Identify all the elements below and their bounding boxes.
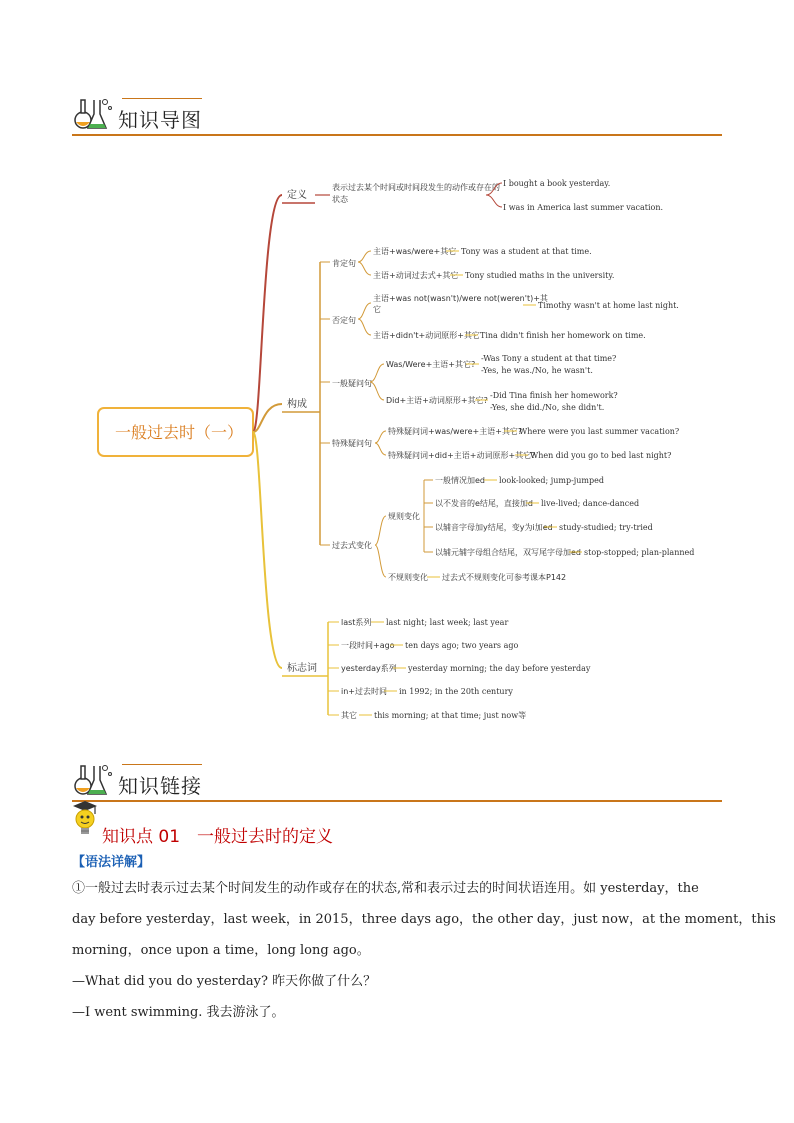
def-desc-2: 状态 <box>332 195 348 204</box>
svg-text:Where were you last summer vac: Where were you last summer vacation? <box>519 427 680 436</box>
knowledge-point-title: 知识点 01 一般过去时的定义 <box>102 827 334 847</box>
wh-question-label: 特殊疑问句 <box>332 439 372 448</box>
svg-text:一般情况加ed: 一般情况加ed <box>435 476 485 485</box>
svg-text:study-studied; try-tried: study-studied; try-tried <box>559 523 653 532</box>
svg-text:in 1992; in the 20th century: in 1992; in the 20th century <box>399 687 513 696</box>
branch-signal-words: 标志词 <box>287 663 317 674</box>
svg-text:以辅音字母加y结尾，变y为i加ed: 以辅音字母加y结尾，变y为i加ed <box>435 523 553 532</box>
mindmap-root-label: 一般过去时（一） <box>115 423 244 442</box>
svg-text:其它: 其它 <box>341 711 357 720</box>
svg-text:特殊疑问词+was/were+主语+其它?: 特殊疑问词+was/were+主语+其它? <box>388 427 523 436</box>
header-top-line <box>122 98 202 99</box>
section-title: 知识导图 <box>118 108 202 132</box>
def-example-1: I bought a book yesterday. <box>503 179 611 188</box>
header-underline <box>72 134 722 136</box>
svg-text:Tina didn't finish her homewor: Tina didn't finish her homework on time. <box>480 331 646 340</box>
svg-text:-Did Tina finish her homework?: -Did Tina finish her homework? <box>490 391 618 400</box>
svg-text:stop-stopped; plan-planned: stop-stopped; plan-planned <box>584 548 695 557</box>
irregular-change-label: 不规则变化 <box>388 573 428 582</box>
svg-text:主语+was not(wasn't)/were not(we: 主语+was not(wasn't)/were not(weren't)+其 <box>373 294 548 303</box>
svg-text:live-lived; dance-danced: live-lived; dance-danced <box>541 499 640 508</box>
svg-text:Tony was a student at that tim: Tony was a student at that time. <box>461 247 592 256</box>
svg-text:以不发音的e结尾，直接加d: 以不发音的e结尾，直接加d <box>435 499 533 508</box>
svg-text:When did you go to bed last ni: When did you go to bed last night? <box>530 451 672 460</box>
lab-flask-icon <box>72 94 114 134</box>
svg-text:yesterday morning; the day bef: yesterday morning; the day before yesterday <box>408 664 591 673</box>
def-example-2: I was in America last summer vacation. <box>503 203 664 212</box>
svg-text:-Yes, she did./No, she didn't.: -Yes, she did./No, she didn't. <box>490 403 605 412</box>
svg-text:yesterday系列: yesterday系列 <box>341 664 397 673</box>
svg-text:以辅元辅字母组合结尾，双写尾字母加ed: 以辅元辅字母组合结尾，双写尾字母加ed <box>435 548 581 557</box>
header-top-line <box>122 764 202 765</box>
lab-flask-icon <box>72 760 114 800</box>
svg-text:主语+didn't+动词原形+其它: 主语+didn't+动词原形+其它 <box>373 331 480 340</box>
svg-text:Was/Were+主语+其它?: Was/Were+主语+其它? <box>386 360 476 369</box>
branch-structure: 构成 <box>287 399 307 410</box>
para-line: day before yesterday，last week，in 2015，three days ago，the other day，just now，at the moment，this <box>72 912 776 927</box>
svg-text:this morning; at that time; ju: this morning; at that time; just now等 <box>374 711 527 720</box>
para-line: morning，once upon a time，long long ago。 <box>72 943 370 958</box>
svg-text:ten days ago; two years ago: ten days ago; two years ago <box>405 641 519 650</box>
section-header-mindmap <box>72 92 722 136</box>
yes-no-question-label: 一般疑问句 <box>332 379 372 388</box>
svg-text:特殊疑问词+did+主语+动词原形+其它?: 特殊疑问词+did+主语+动词原形+其它? <box>388 451 536 460</box>
svg-text:过去式不规则变化可参考课本P142: 过去式不规则变化可参考课本P142 <box>442 573 567 582</box>
mindmap <box>90 165 740 735</box>
svg-text:-Was Tony a student at that ti: -Was Tony a student at that time? <box>481 354 617 363</box>
svg-text:look-looked; jump-jumped: look-looked; jump-jumped <box>499 476 604 485</box>
section-title: 知识链接 <box>118 774 202 798</box>
svg-text:last night; last week; last ye: last night; last week; last year <box>386 618 509 627</box>
para-line: ①一般过去时表示过去某个时间发生的动作或存在的状态,常和表示过去的时间状语连用。如 yesterday，the <box>72 881 699 896</box>
branch-definition: 定义 <box>287 190 307 201</box>
lightbulb-graduate-icon <box>70 800 100 840</box>
negative-label: 否定句 <box>332 316 356 325</box>
affirmative-label: 肯定句 <box>332 259 356 268</box>
grammar-detail-label: 【语法详解】 <box>72 855 151 870</box>
past-form-label: 过去式变化 <box>332 541 372 550</box>
svg-text:主语+动词过去式+其它: 主语+动词过去式+其它 <box>373 271 459 280</box>
svg-text:Did+主语+动词原形+其它?: Did+主语+动词原形+其它? <box>386 396 488 405</box>
svg-text:主语+was/were+其它: 主语+was/were+其它 <box>373 247 457 256</box>
def-desc-1: 表示过去某个时间或时间段发生的动作或存在的 <box>332 183 500 192</box>
svg-text:一段时间+ago: 一段时间+ago <box>341 641 395 650</box>
section-header-links <box>72 758 722 802</box>
svg-text:last系列: last系列 <box>341 618 372 627</box>
header-underline <box>72 800 722 802</box>
svg-text:Tony studied maths in the univ: Tony studied maths in the university. <box>465 271 615 280</box>
svg-text:-Yes, he was./No, he wasn't.: -Yes, he was./No, he wasn't. <box>481 366 593 375</box>
svg-text:它: 它 <box>373 305 381 314</box>
dialog-line: —What did you do yesterday? 昨天你做了什么？ <box>72 974 377 989</box>
dialog-line: —I went swimming. 我去游泳了。 <box>72 1005 285 1020</box>
regular-change-label: 规则变化 <box>388 512 420 521</box>
svg-text:Timothy wasn't at home last ni: Timothy wasn't at home last night. <box>538 301 679 310</box>
svg-text:in+过去时间: in+过去时间 <box>341 687 387 696</box>
definition-paragraph <box>72 873 776 1028</box>
